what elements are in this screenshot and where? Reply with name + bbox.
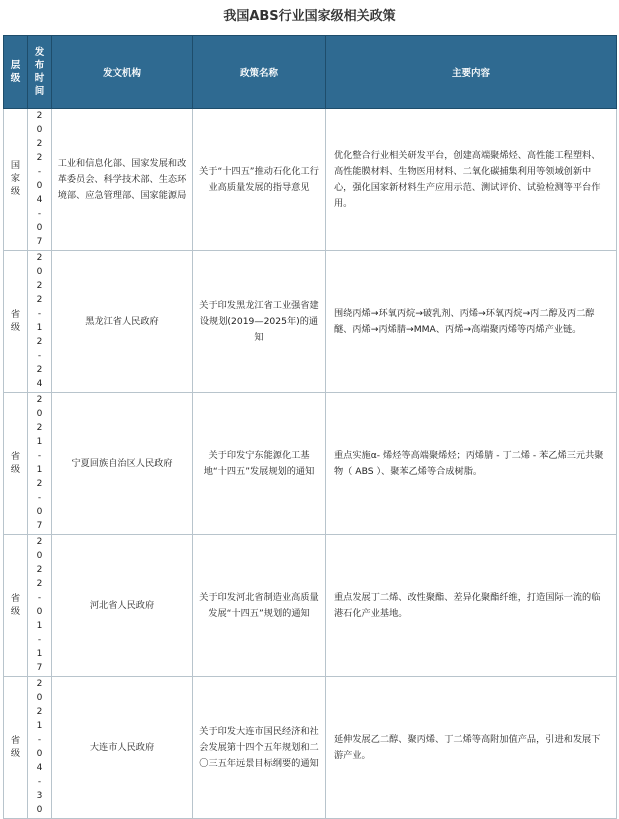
- table-row: [4, 393, 617, 535]
- header-date: 发布时间: [28, 36, 52, 109]
- header-level: 层级: [4, 36, 28, 109]
- cell-content: 重点实施α- 烯烃等高端聚烯烃；丙烯腈 - 丁二烯 - 苯乙烯三元共聚物（ ABS ）、聚苯乙烯等合成树脂。: [326, 393, 617, 535]
- cell-date: 2022-12-24: [28, 251, 52, 393]
- cell-agency: 工业和信息化部、国家发展和改革委员会、科学技术部、生态环境部、应急管理部、国家能源局: [52, 109, 193, 251]
- table-header-row: [4, 36, 617, 109]
- cell-content: 延伸发展乙二醇、聚丙烯、丁二烯等高附加值产品，引进和发展下游产业。: [326, 677, 617, 819]
- cell-agency: 宁夏回族自治区人民政府: [52, 393, 193, 535]
- cell-level: 省级: [4, 393, 28, 535]
- cell-policy: 关于“十四五”推动石化化工行业高质量发展的指导意见: [193, 109, 326, 251]
- table-row: [4, 535, 617, 677]
- cell-level: 省级: [4, 677, 28, 819]
- cell-policy: 关于印发河北省制造业高质量发展“十四五”规划的通知: [193, 535, 326, 677]
- cell-policy: 关于印发大连市国民经济和社会发展第十四个五年规划和二〇三五年远景目标纲要的通知: [193, 677, 326, 819]
- policy-table: [3, 35, 617, 819]
- table-row: [4, 677, 617, 819]
- cell-level: 国家级: [4, 109, 28, 251]
- page-title: 我国ABS行业国家级相关政策: [223, 9, 396, 24]
- cell-level: 省级: [4, 251, 28, 393]
- header-content: 主要内容: [326, 36, 617, 109]
- header-policy: 政策名称: [193, 36, 326, 109]
- cell-date: 2021-04-30: [28, 677, 52, 819]
- header-agency: 发文机构: [52, 36, 193, 109]
- cell-agency: 黑龙江省人民政府: [52, 251, 193, 393]
- cell-agency: 河北省人民政府: [52, 535, 193, 677]
- cell-policy: 关于印发黑龙江省工业强省建设规划(2019—2025年)的通知: [193, 251, 326, 393]
- cell-content: 围绕丙烯→环氧丙烷→破乳剂、丙烯→环氧丙烷→丙二醇及丙二醇醚、丙烯→丙烯腈→MMA、丙烯→高端聚丙烯等丙烯产业链。: [326, 251, 617, 393]
- table-row: [4, 251, 617, 393]
- cell-policy: 关于印发宁东能源化工基地“十四五”发展规划的通知: [193, 393, 326, 535]
- cell-date: 2021-12-07: [28, 393, 52, 535]
- cell-level: 省级: [4, 535, 28, 677]
- cell-content: 重点发展丁二烯、改性聚酯、差异化聚酯纤维，打造国际一流的临港石化产业基地。: [326, 535, 617, 677]
- cell-content: 优化整合行业相关研发平台，创建高端聚烯烃、高性能工程塑料、高性能膜材料、生物医用材料、二氧化碳捕集利用等领域创新中心，强化国家新材料生产应用示范、测试评价、试验检测等平台作用。: [326, 109, 617, 251]
- cell-agency: 大连市人民政府: [52, 677, 193, 819]
- cell-date: 2022-04-07: [28, 109, 52, 251]
- table-row: [4, 109, 617, 251]
- cell-date: 2022-01-17: [28, 535, 52, 677]
